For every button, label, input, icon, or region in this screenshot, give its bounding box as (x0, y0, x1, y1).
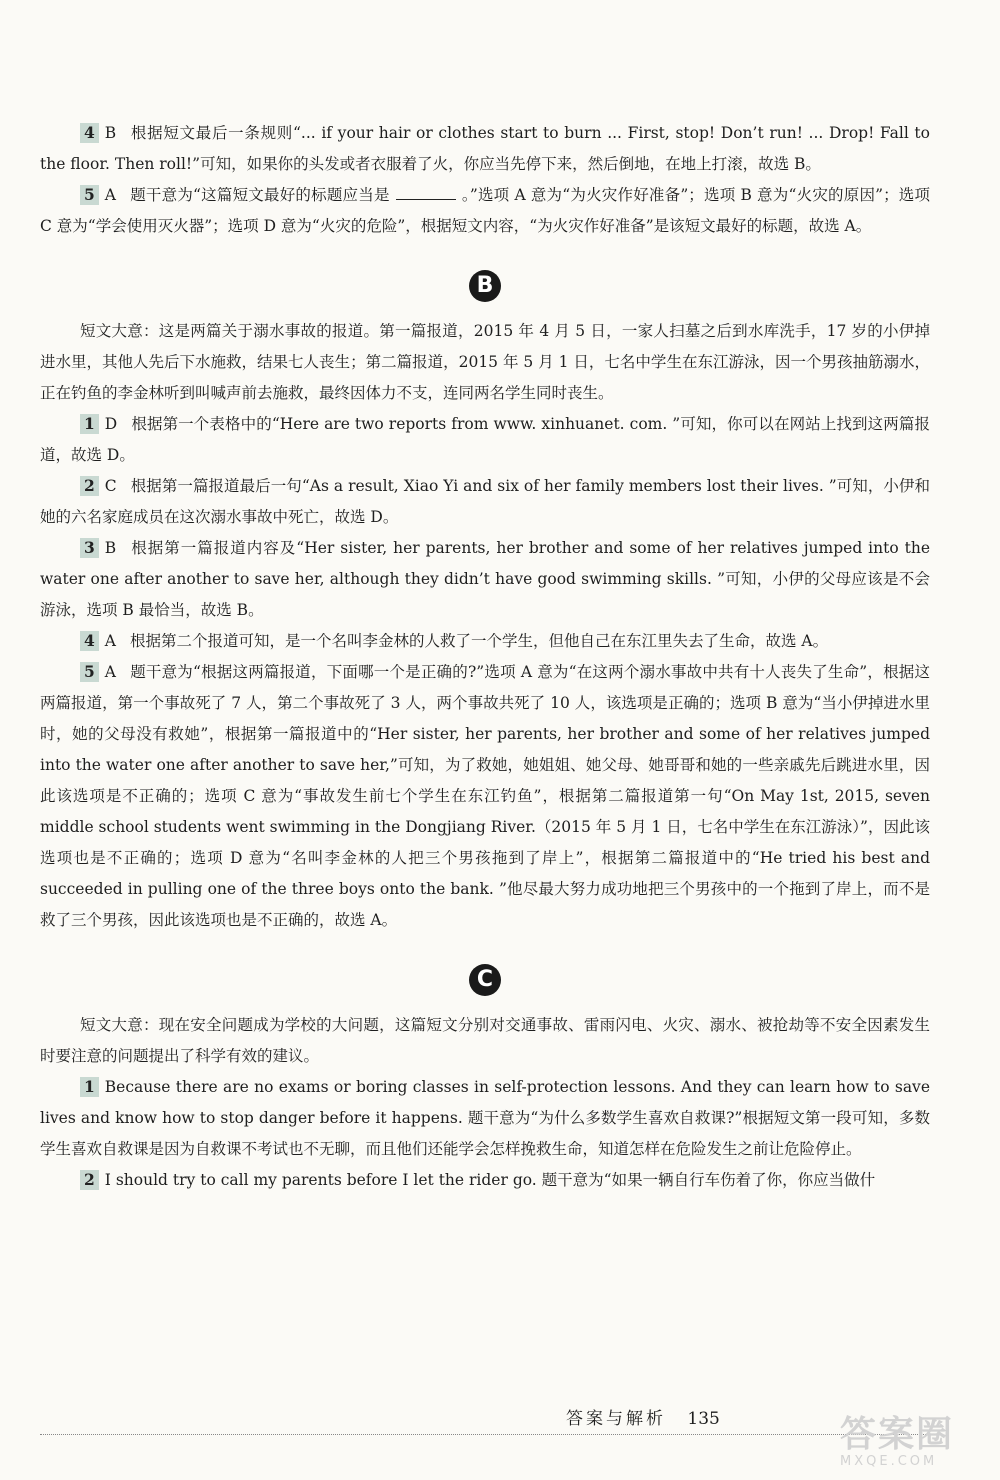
page-footer (566, 1404, 720, 1429)
explanation-text: 题干意为“根据这两篇报道，下面哪一个是正确的?”选项 A 意为“在这两个溺水事故中共有十人丧失了生命”，根据这两篇报道，第一个事故死了 7 人，第二个事故死了 3 人，两个事故共死了 10 人，该选项是正确的；选项 B 意为“当小伊掉进水里时，她的父母没有救她”，根据第一篇报道中的“Her sister, her parents, her brother and some of her relatives jumped into the water one after another to save her,”可知，为了救她，她姐姐、她父母、她哥哥和她的一些亲戚先后跳进水里，因此该选项是不正确的；选项 C 意为“事故发生前七个学生在东江钓鱼”，根据第二篇报道第一句“On May 1st, 2015, seven middle school students went swimming in the Dongjiang River.（2015 年 5 月 1 日，七名中学生在东江游泳）”，因此该选项也是不正确的；选项 D 意为“名叫李金林的人把三个男孩拖到了岸上”，根据第二篇报道中的“He tried his best and succeeded in pulling one of the three boys onto the bank. ”他尽最大努力成功地把三个男孩中的一个拖到了岸上，而不是救了三个男孩，因此该选项也是不正确的，故选 A。 (40, 663, 930, 929)
explanation-text: 根据第二个报道可知，是一个名叫李金林的人救了一个学生，但他自己在东江里失去了生命，故选 A。 (130, 632, 829, 650)
answer-letter: A (104, 632, 116, 650)
footer-label: 答案与解析 (566, 1409, 666, 1429)
explanation-text: 根据第一篇报道最后一句“As a result, Xiao Yi and six of her family members lost their lives. ”可知，小伊和她的六名家庭成员在这次溺水事故中死亡，故选 D。 (40, 477, 930, 526)
answer-letter: D (104, 415, 118, 433)
answer-letter: C (104, 477, 117, 495)
answer-letter: A (104, 663, 116, 681)
section-b-summary: 短文大意：这是两篇关于溺水事故的报道。第一篇报道，2015 年 4 月 5 日，一家人扫墓之后到水库洗手，17 岁的小伊掉进水里，其他人先后下水施救，结果七人丧生；第二篇报道，2015 年 5 月 1 日，七名中学生在东江游泳，因一个男孩抽筋溺水，正在钓鱼的李金林听到叫喊声前去施救，最终因体力不支，连同两名学生同时丧生。 (40, 322, 930, 402)
answer-letter: A (104, 186, 116, 204)
question-number: 4 (80, 631, 99, 651)
question-number: 5 (80, 185, 99, 205)
answer-item-b-1 (40, 409, 930, 471)
answer-item-b-2 (40, 471, 930, 533)
watermark-logo (840, 1415, 990, 1473)
page-number: 135 (687, 1409, 720, 1429)
answer-item-top-5 (40, 180, 930, 242)
question-number: 4 (80, 123, 99, 143)
explanation-text: 。”选项 A 意为“为火灾作好准备”；选项 B 意为“火灾的原因”；选项 C 意为“学会使用灭火器”；选项 D 意为“火灾的危险”，根据短文内容，“为火灾作好准备”是该短文最好的标题，故选 A。 (40, 186, 930, 235)
answer-letter: B (104, 539, 117, 557)
question-number: 1 (80, 414, 99, 434)
answer-page (40, 118, 930, 1196)
question-number: 1 (80, 1077, 99, 1097)
explanation-text: 题干意为“这篇短文最好的标题应当是 (130, 186, 390, 204)
explanation-text: 根据短文最后一条规则“... if your hair or clothes start to burn ... First, stop! Don’t run! ... Drop! Fall to the floor. Then roll!”可知，如果你的头发或者衣服着了火，你应当先停下来，然后倒地，在地上打滚，故选 B。 (40, 124, 930, 173)
explanation-text: Because there are no exams or boring classes in self-protection lessons. And they can learn how to save lives and know how to stop danger before it happens. 题干意为“为什么多数学生喜欢自救课?”根据短文第一段可知，多数学生喜欢自救课是因为自救课不考试也不无聊，而且他们还能学会怎样挽救生命，知道怎样在危险发生之前让危险停止。 (40, 1078, 930, 1158)
footer-rule (40, 1400, 940, 1435)
watermark-url: MXQE.COM (840, 1454, 938, 1469)
question-number: 5 (80, 662, 99, 682)
section-c-badge: C (469, 964, 501, 996)
answer-item-c-2 (40, 1165, 930, 1196)
explanation-text: 根据第一个表格中的“Here are two reports from www. xinhuanet. com. ”可知，你可以在网站上找到这两篇报道，故选 D。 (40, 415, 930, 464)
section-c-summary: 短文大意：现在安全问题成为学校的大问题，这篇短文分别对交通事故、雷雨闪电、火灾、溺水、被抢劫等不安全因素发生时要注意的问题提出了科学有效的建议。 (40, 1016, 930, 1065)
fill-blank (396, 185, 456, 200)
explanation-text: I should try to call my parents before I let the rider go. 题干意为“如果一辆自行车伤着了你，你应当做什 (104, 1171, 876, 1189)
section-b-badge: B (469, 270, 501, 302)
answer-item-b-4 (40, 626, 930, 657)
answer-item-top-4 (40, 118, 930, 180)
watermark-text: 答案圈 (840, 1414, 955, 1455)
answer-item-b-5 (40, 657, 930, 936)
question-number: 3 (80, 538, 99, 558)
answer-letter: B (104, 124, 117, 142)
answer-item-c-1 (40, 1072, 930, 1165)
question-number: 2 (80, 476, 99, 496)
explanation-text: 根据第一篇报道内容及“Her sister, her parents, her brother and some of her relatives jumped into the water one after another to save her, although they didn’t have good swimming skills. ”可知，小伊的父母应该是不会游泳，选项 B 最恰当，故选 B。 (40, 539, 930, 619)
answer-item-b-3 (40, 533, 930, 626)
question-number: 2 (80, 1170, 99, 1190)
